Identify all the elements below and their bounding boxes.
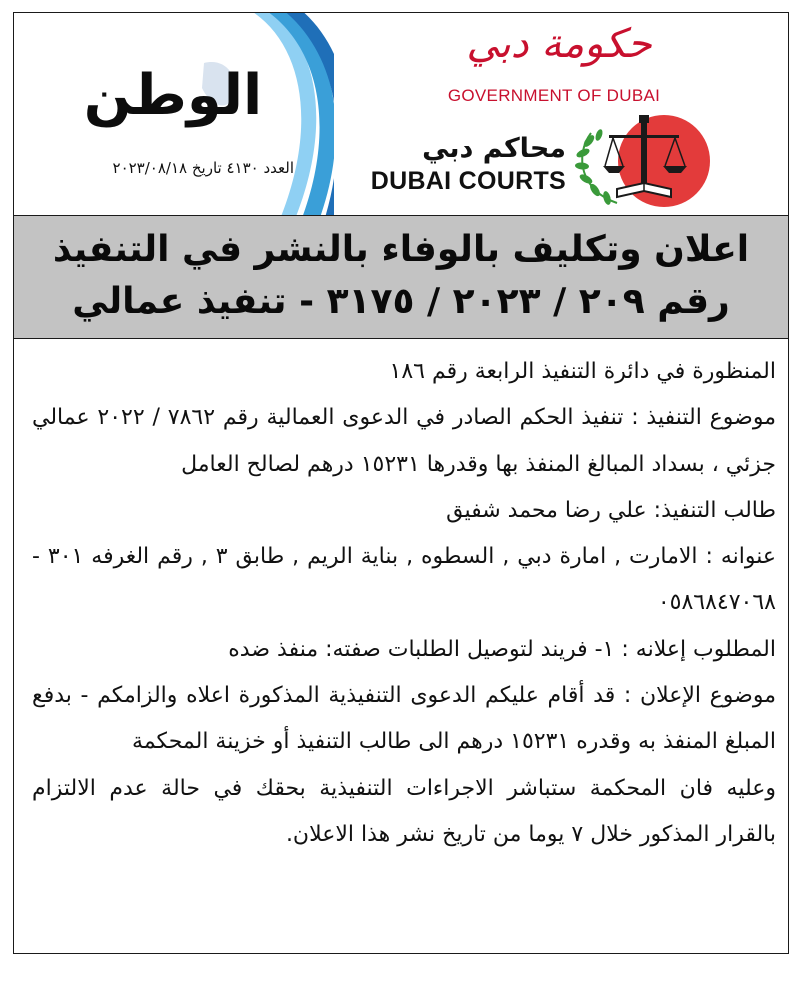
title-band <box>14 215 788 339</box>
gov-dubai-english: GOVERNMENT OF DUBAI <box>447 86 661 105</box>
issue-line: العدد ٤١٣٠ تاريخ ٢٠٢٣/٠٨/١٨ <box>112 159 294 177</box>
execution-subject: موضوع التنفيذ : تنفيذ الحكم الصادر في الدعوى العمالية رقم ٧٨٦٢ / ٢٠٢٢ عمالي جزئي ، بسداد المبالغ المنفذ بها وقدرها ١٥٢٣١ درهم لصالح العامل <box>32 405 776 477</box>
notice-title: اعلان وتكليف بالوفاء بالنشر في التنفيذ <box>52 229 750 270</box>
applicant-line: طالب التنفيذ: علي رضا محمد شفيق <box>446 497 776 523</box>
consequence-line: وعليه فان المحكمة ستباشر الاجراءات التنفيذية بحقك في حالة عدم الالتزام بالقرار المذكور خلال ٧ يوما من تاريخ نشر هذا الاعلان. <box>32 775 776 847</box>
notice-body <box>32 349 776 858</box>
applicant-address: عنوانه : الامارت , امارة دبي , السطوه , بناية الريم , طابق ٣ , رقم الغرفه ٣٠١ - ٠٥٨٦٨٤٧٠٦٨ <box>32 544 776 616</box>
advertisement-frame <box>13 12 789 954</box>
required-notice-line: المطلوب إعلانه : ١- فريند لتوصيل الطلبات صفته: منفذ ضده <box>228 636 776 662</box>
gov-dubai-arabic-logotype: حكومة دبي <box>466 21 652 67</box>
case-number: رقم ٢٠٩ / ٢٠٢٣ / ٣١٧٥ - تنفيذ عمالي <box>72 281 730 322</box>
masthead <box>14 13 788 215</box>
notice-subject: موضوع الإعلان : قد أقام عليكم الدعوى التنفيذية المذكورة اعلاه والزامكم - بدفع المبلغ المنفذ به وقدره ١٥٢٣١ درهم الى طالب التنفيذ أو خزينة المحكمة <box>32 683 776 755</box>
courts-arabic: محاكم دبي <box>422 133 566 164</box>
newspaper-name: الوطن <box>83 63 263 128</box>
circuit-line: المنظورة في دائرة التنفيذ الرابعة رقم ١٨٦ <box>389 359 776 384</box>
courts-english: DUBAI COURTS <box>370 167 566 195</box>
scales-of-justice-icon <box>569 111 729 211</box>
